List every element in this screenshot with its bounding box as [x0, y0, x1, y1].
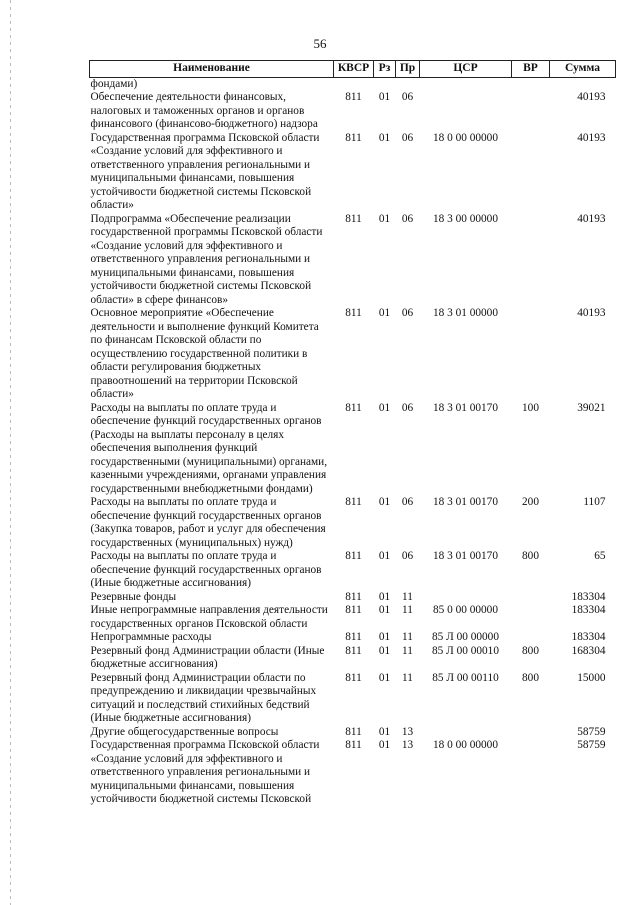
cell-pr: 11 [402, 644, 413, 657]
cell-rz: 01 [378, 590, 391, 603]
cell-pr: 11 [402, 631, 413, 643]
table-row [90, 496, 616, 550]
cell-csr: 85 Л 00 00110 [432, 671, 499, 684]
cell-vr: 800 [522, 550, 539, 562]
cell-name: Государственная программа Псковской области «Создание условий для эффективного и ответственного управления региональными и муниципальными финансами, повышения устойчивости бюджетной системы Псковской области» [90, 131, 320, 211]
cell-kvsr: 811 [345, 496, 362, 508]
cell-sum: 58759 [577, 725, 606, 738]
cell-rz: 01 [378, 725, 391, 738]
cell-rz [374, 77, 396, 91]
cell-kvsr: 811 [345, 212, 362, 225]
cell-name: фондами) [90, 77, 138, 90]
cell-sum: 1107 [583, 496, 606, 508]
cell-rz: 01 [378, 644, 391, 657]
header-name: Наименование [90, 61, 334, 78]
cell-rz: 01 [378, 604, 391, 616]
cell-sum: 40193 [577, 307, 606, 319]
table-row [90, 726, 616, 740]
cell-kvsr: 811 [345, 671, 362, 684]
cell-rz: 01 [378, 550, 391, 562]
cell-sum: 40193 [577, 91, 606, 103]
cell-name: Резервные фонды [90, 590, 177, 603]
cell-csr [420, 77, 512, 91]
cell-name: Непрограммные расходы [90, 631, 212, 643]
cell-sum: 183304 [571, 590, 606, 603]
cell-pr: 11 [402, 590, 413, 603]
cell-pr: 11 [402, 671, 413, 684]
cell-vr: 800 [522, 671, 539, 684]
table-row [90, 402, 616, 497]
header-pr: Пр [396, 61, 420, 78]
table-body [90, 77, 616, 807]
cell-vr [512, 631, 550, 645]
cell-csr: 85 0 00 00000 [433, 604, 498, 616]
cell-rz: 01 [378, 496, 391, 508]
cell-vr [512, 726, 550, 740]
cell-vr [512, 739, 550, 807]
cell-vr [512, 77, 550, 91]
table-row [90, 604, 616, 631]
cell-rz: 01 [378, 131, 391, 144]
cell-kvsr: 811 [345, 631, 362, 643]
cell-vr: 200 [522, 496, 539, 508]
cell-name: Расходы на выплаты по оплате труда и обеспечение функций государственных органов (Закупка товаров, работ и услуг для обеспечения государственных (муниципальных) нужд) [90, 496, 326, 549]
cell-pr: 06 [401, 401, 414, 414]
scan-edge-artifact [10, 0, 11, 905]
cell-sum: 65 [594, 550, 606, 562]
table-row [90, 631, 616, 645]
table-row [90, 77, 616, 91]
table-row [90, 132, 616, 213]
budget-table [89, 60, 616, 807]
cell-csr: 85 Л 00 00010 [432, 644, 499, 657]
table-row [90, 550, 616, 591]
cell-vr [512, 604, 550, 631]
cell-name: Иные непрограммные направления деятельности государственных органов Псковской области [90, 604, 328, 630]
cell-kvsr: 811 [345, 307, 362, 319]
cell-sum: 183304 [571, 631, 606, 643]
header-vr: ВР [512, 61, 550, 78]
cell-csr: 18 0 00 00000 [433, 131, 498, 144]
cell-sum: 40193 [577, 212, 606, 225]
cell-kvsr: 811 [345, 91, 362, 103]
cell-csr: 18 3 01 00000 [433, 307, 498, 319]
cell-rz: 01 [378, 212, 391, 225]
header-sum: Сумма [550, 61, 616, 78]
cell-name: Обеспечение деятельности финансовых, налоговых и таможенных органов и органов финансового (финансово-бюджетного) надзора [90, 91, 318, 130]
cell-kvsr: 811 [345, 131, 362, 144]
cell-vr [512, 132, 550, 213]
cell-vr: 100 [522, 401, 539, 414]
cell-sum [550, 77, 616, 91]
cell-pr: 06 [401, 91, 414, 103]
cell-csr: 18 3 01 00170 [433, 550, 498, 562]
table-row [90, 91, 616, 132]
cell-rz: 01 [378, 401, 391, 414]
table-row [90, 672, 616, 726]
table-row [90, 213, 616, 308]
cell-kvsr [334, 77, 374, 91]
cell-sum: 183304 [571, 604, 606, 616]
cell-pr: 11 [402, 604, 413, 616]
cell-kvsr: 811 [345, 725, 362, 738]
cell-kvsr: 811 [345, 550, 362, 562]
table-row [90, 591, 616, 605]
cell-rz: 01 [378, 91, 391, 103]
cell-vr [512, 213, 550, 308]
cell-vr: 800 [522, 644, 539, 657]
cell-pr: 06 [401, 550, 414, 562]
cell-kvsr: 811 [345, 590, 362, 603]
cell-name: Резервный фонд Администрации области по предупреждению и ликвидации чрезвычайных ситуаций и последствий стихийных бедствий (Иные бюджетные ассигнования) [90, 671, 317, 724]
cell-name: Расходы на выплаты по оплате труда и обеспечение функций государственных органов (Иные бюджетные ассигнования) [90, 550, 322, 589]
cell-csr: 18 3 01 00170 [433, 496, 498, 508]
cell-rz: 01 [378, 671, 391, 684]
cell-csr [420, 726, 512, 740]
cell-name: Резервный фонд Администрации области (Иные бюджетные ассигнования) [90, 644, 325, 670]
cell-sum: 15000 [577, 671, 606, 684]
cell-name: Государственная программа Псковской области «Создание условий для эффективного и ответственного управления региональными и муниципальными финансами, повышения устойчивости бюджетной системы Псковской [90, 739, 320, 805]
header-csr: ЦСР [420, 61, 512, 78]
cell-name: Другие общегосударственные вопросы [90, 725, 279, 738]
header-rz: Рз [374, 61, 396, 78]
cell-rz: 01 [378, 307, 391, 319]
cell-csr [420, 91, 512, 132]
cell-vr [512, 591, 550, 605]
cell-vr [512, 91, 550, 132]
header-kvsr: КВСР [334, 61, 374, 78]
cell-name: Основное мероприятие «Обеспечение деятельности и выполнение функций Комитета по финансам Псковской области по осуществлению государственной политики в области регулирования бюджетных правоотношений на территории Псковской области» [90, 307, 319, 400]
cell-pr: 06 [401, 307, 414, 319]
table-header-row [90, 61, 616, 78]
cell-sum: 168304 [571, 644, 606, 657]
cell-vr [512, 307, 550, 402]
cell-pr [396, 77, 420, 91]
cell-sum: 58759 [577, 739, 606, 751]
table-row [90, 645, 616, 672]
cell-rz: 01 [378, 631, 391, 643]
cell-kvsr: 811 [345, 401, 362, 414]
cell-rz: 01 [378, 739, 391, 751]
cell-pr: 06 [401, 496, 414, 508]
cell-kvsr: 811 [345, 644, 362, 657]
table-row [90, 307, 616, 402]
cell-csr: 85 Л 00 00000 [432, 631, 499, 643]
cell-pr: 13 [401, 739, 414, 751]
cell-csr: 18 0 00 00000 [433, 739, 498, 751]
cell-pr: 06 [401, 212, 414, 225]
cell-name: Расходы на выплаты по оплате труда и обеспечение функций государственных органов (Расходы на выплаты персоналу в целях обеспечения выполнения функций государственными (муниципальными) органами, казенными учреждениями, органами управления государственными внебюджетными фондами) [90, 401, 328, 495]
table-row [90, 739, 616, 807]
cell-kvsr: 811 [345, 739, 362, 751]
cell-csr: 18 3 00 00000 [433, 212, 498, 225]
cell-pr: 06 [401, 131, 414, 144]
page-number: 56 [313, 36, 327, 51]
cell-name: Подпрограмма «Обеспечение реализации государственной программы Псковской области «Создание условий для эффективного и ответственного управления региональными и муниципальными финансами, повышения устойчивости бюджетной системы Псковской области» в сфере финансов» [90, 212, 323, 306]
cell-csr: 18 3 01 00170 [433, 401, 498, 414]
cell-sum: 40193 [577, 131, 606, 144]
cell-sum: 39021 [577, 401, 606, 414]
cell-csr [420, 591, 512, 605]
cell-pr: 13 [401, 725, 414, 738]
cell-kvsr: 811 [345, 604, 362, 616]
